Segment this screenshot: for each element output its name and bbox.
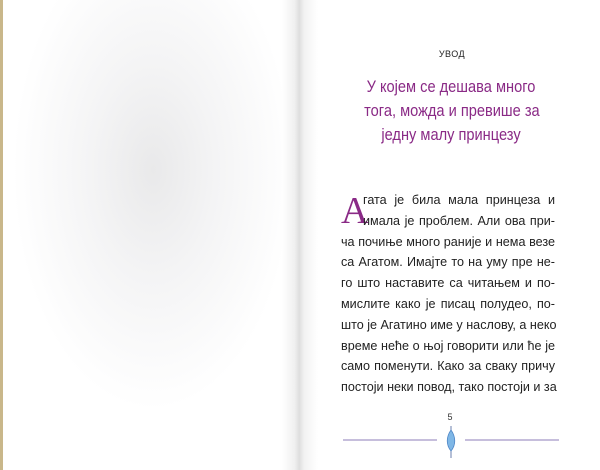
book-gutter (282, 0, 318, 470)
body-text (341, 190, 555, 398)
chapter-label: УВОД (438, 49, 466, 59)
ornament-drop-icon (447, 430, 455, 451)
chapter-title-line: У којем се дешава много (366, 77, 536, 96)
page-number: 5 (447, 412, 453, 422)
body-line: мислите како је писац полудео, по- (341, 296, 555, 311)
chapter-title-line: тога, можда и превише за (364, 101, 540, 120)
body-line: време неће о њој говорити или ће је (341, 338, 555, 353)
body-line: ча почиње много раније и нема везе (341, 234, 555, 249)
body-line: постоји неки повод, тако постоји и за (341, 380, 557, 395)
chapter-title-line: једну малу принцезу (381, 125, 521, 144)
body-line: само поменути. Како за сваку причу (341, 359, 555, 374)
body-line: са Агатом. Имајте то на уму пре не- (341, 255, 555, 270)
chapter-title (364, 75, 538, 147)
body-line: гата је била мала принцеза и (363, 193, 555, 207)
drop-cap: А (341, 190, 369, 232)
body-line: го што наставите са читањем и по- (341, 276, 555, 291)
ornament-divider (343, 420, 559, 460)
body-line: што је Агатино име у наслову, а неко (341, 317, 557, 332)
body-line: имала је проблем. Али ова при- (363, 213, 555, 228)
left-page (3, 0, 297, 470)
